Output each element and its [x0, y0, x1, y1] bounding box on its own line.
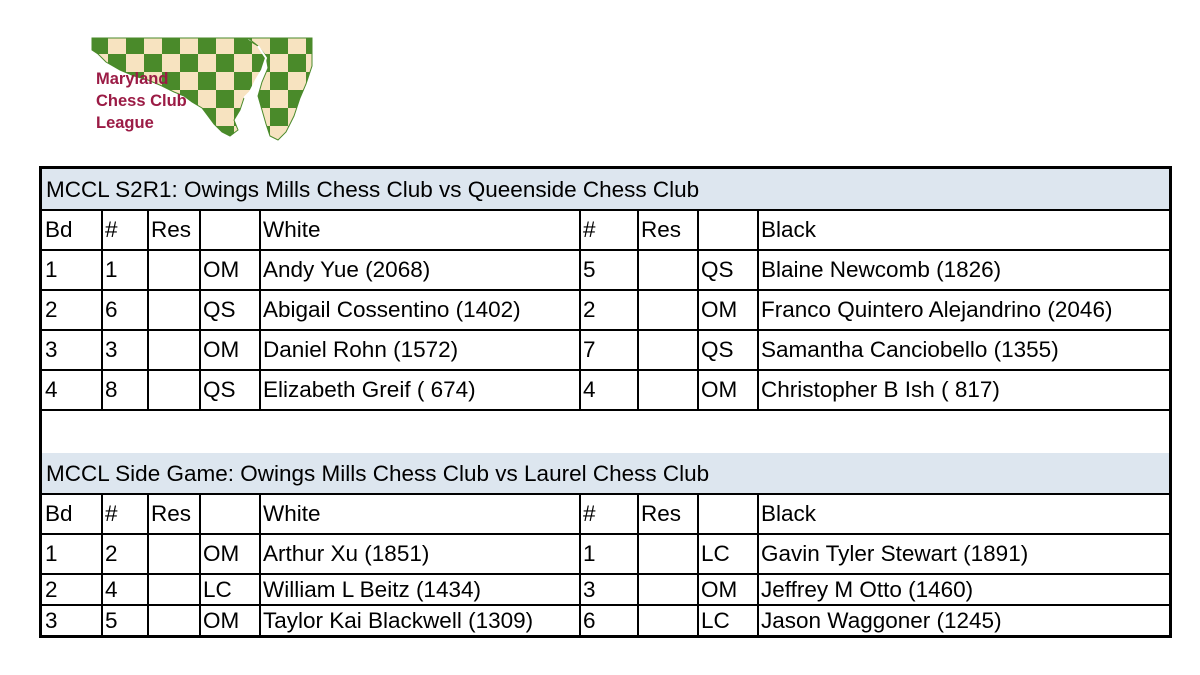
black-team-cell: OM: [701, 577, 738, 602]
table-row: [42, 605, 1169, 637]
white-result-cell: [148, 250, 200, 290]
table-row: [42, 574, 1169, 605]
header-board: Bd: [45, 501, 73, 526]
black-result-cell: [638, 370, 698, 410]
black-player-cell: Jason Waggoner (1245): [761, 608, 1002, 633]
column-divider: [757, 494, 759, 637]
black-result-cell: [638, 605, 698, 637]
white-player-cell: Abigail Cossentino (1402): [263, 297, 521, 322]
board-cell: 2: [45, 577, 58, 602]
black-player-cell: Blaine Newcomb (1826): [761, 257, 1002, 282]
header-board: Bd: [45, 217, 73, 242]
white-team-cell: QS: [203, 377, 236, 402]
black-player-cell: Jeffrey M Otto (1460): [761, 577, 974, 602]
header-white-number: #: [105, 217, 118, 242]
white-number-cell: 6: [105, 297, 118, 322]
white-number-cell: 3: [105, 337, 118, 362]
white-team-cell: OM: [203, 337, 240, 362]
column-divider: [637, 210, 639, 410]
header-black-number: #: [583, 217, 596, 242]
header-white-player: White: [263, 217, 321, 242]
board-cell: 1: [45, 257, 58, 282]
header-row: [42, 210, 1169, 250]
black-player-cell: Gavin Tyler Stewart (1891): [761, 541, 1029, 566]
logo-line-league: League: [96, 114, 154, 132]
header-black-team: [698, 210, 758, 250]
column-divider: [259, 494, 261, 637]
header-black-number: #: [583, 501, 596, 526]
white-player-cell: Daniel Rohn (1572): [263, 337, 459, 362]
header-row: [42, 494, 1169, 534]
black-player-cell: Samantha Canciobello (1355): [761, 337, 1059, 362]
white-team-cell: QS: [203, 297, 236, 322]
column-divider: [697, 210, 699, 410]
white-player-cell: Andy Yue (2068): [263, 257, 431, 282]
column-divider: [147, 494, 149, 637]
board-cell: 1: [45, 541, 58, 566]
white-result-cell: [148, 330, 200, 370]
black-number-cell: 2: [583, 297, 596, 322]
column-divider: [757, 210, 759, 410]
header-black-player: Black: [761, 501, 817, 526]
table-row: [42, 534, 1169, 574]
column-divider: [697, 494, 699, 637]
table-row: [42, 290, 1169, 330]
white-number-cell: 1: [105, 257, 118, 282]
column-divider: [101, 210, 103, 410]
black-team-cell: LC: [701, 541, 730, 566]
white-result-cell: [148, 605, 200, 637]
league-logo: [90, 36, 320, 144]
black-team-cell: QS: [701, 337, 734, 362]
black-number-cell: 6: [583, 608, 596, 633]
column-divider: [637, 494, 639, 637]
black-team-cell: OM: [701, 297, 738, 322]
column-divider: [147, 210, 149, 410]
black-player-cell: Christopher B Ish ( 817): [761, 377, 1000, 402]
column-divider: [579, 210, 581, 410]
header-black-result: Res: [641, 217, 682, 242]
white-number-cell: 5: [105, 608, 118, 633]
header-black-player: Black: [761, 217, 817, 242]
logo-line-maryland: Maryland: [96, 70, 169, 88]
black-team-cell: OM: [701, 377, 738, 402]
table-row: [42, 370, 1169, 410]
black-team-cell: QS: [701, 257, 734, 282]
black-result-cell: [638, 250, 698, 290]
black-result-cell: [638, 290, 698, 330]
section-title: MCCL S2R1: Owings Mills Chess Club vs Queenside Chess Club: [42, 169, 1169, 210]
column-divider: [199, 494, 201, 637]
black-result-cell: [638, 534, 698, 574]
table-row: [42, 330, 1169, 370]
white-result-cell: [148, 370, 200, 410]
column-divider: [199, 210, 201, 410]
section-title: MCCL Side Game: Owings Mills Chess Club vs Laurel Chess Club: [42, 453, 1169, 494]
white-player-cell: Elizabeth Greif ( 674): [263, 377, 476, 402]
white-number-cell: 4: [105, 577, 118, 602]
black-number-cell: 7: [583, 337, 596, 362]
black-number-cell: 5: [583, 257, 596, 282]
black-result-cell: [638, 330, 698, 370]
board-cell: 2: [45, 297, 58, 322]
header-black-result: Res: [641, 501, 682, 526]
header-black-team: [698, 494, 758, 534]
white-result-cell: [148, 534, 200, 574]
white-number-cell: 8: [105, 377, 118, 402]
pairings-table: [39, 166, 1172, 638]
white-team-cell: OM: [203, 257, 240, 282]
header-white-number: #: [105, 501, 118, 526]
logo-text: [96, 68, 187, 134]
section-bottom-divider: [42, 409, 1169, 411]
board-cell: 3: [45, 608, 58, 633]
column-divider: [579, 494, 581, 637]
table-row: [42, 250, 1169, 290]
white-player-cell: Arthur Xu (1851): [263, 541, 430, 566]
header-white-team: [200, 494, 260, 534]
black-number-cell: 3: [583, 577, 596, 602]
header-white-result: Res: [151, 501, 192, 526]
black-team-cell: LC: [701, 608, 730, 633]
header-white-team: [200, 210, 260, 250]
white-player-cell: William L Beitz (1434): [263, 577, 481, 602]
black-number-cell: 4: [583, 377, 596, 402]
column-divider: [259, 210, 261, 410]
black-number-cell: 1: [583, 541, 596, 566]
section-bottom-divider: [42, 636, 1169, 638]
header-white-player: White: [263, 501, 321, 526]
white-team-cell: LC: [203, 577, 232, 602]
white-player-cell: Taylor Kai Blackwell (1309): [263, 608, 534, 633]
logo-line-chess-club: Chess Club: [96, 92, 187, 110]
board-cell: 4: [45, 377, 58, 402]
white-team-cell: OM: [203, 608, 240, 633]
white-team-cell: OM: [203, 541, 240, 566]
header-white-result: Res: [151, 217, 192, 242]
black-result-cell: [638, 574, 698, 605]
black-player-cell: Franco Quintero Alejandrino (2046): [761, 297, 1113, 322]
white-number-cell: 2: [105, 541, 118, 566]
white-result-cell: [148, 290, 200, 330]
column-divider: [101, 494, 103, 637]
white-result-cell: [148, 574, 200, 605]
board-cell: 3: [45, 337, 58, 362]
